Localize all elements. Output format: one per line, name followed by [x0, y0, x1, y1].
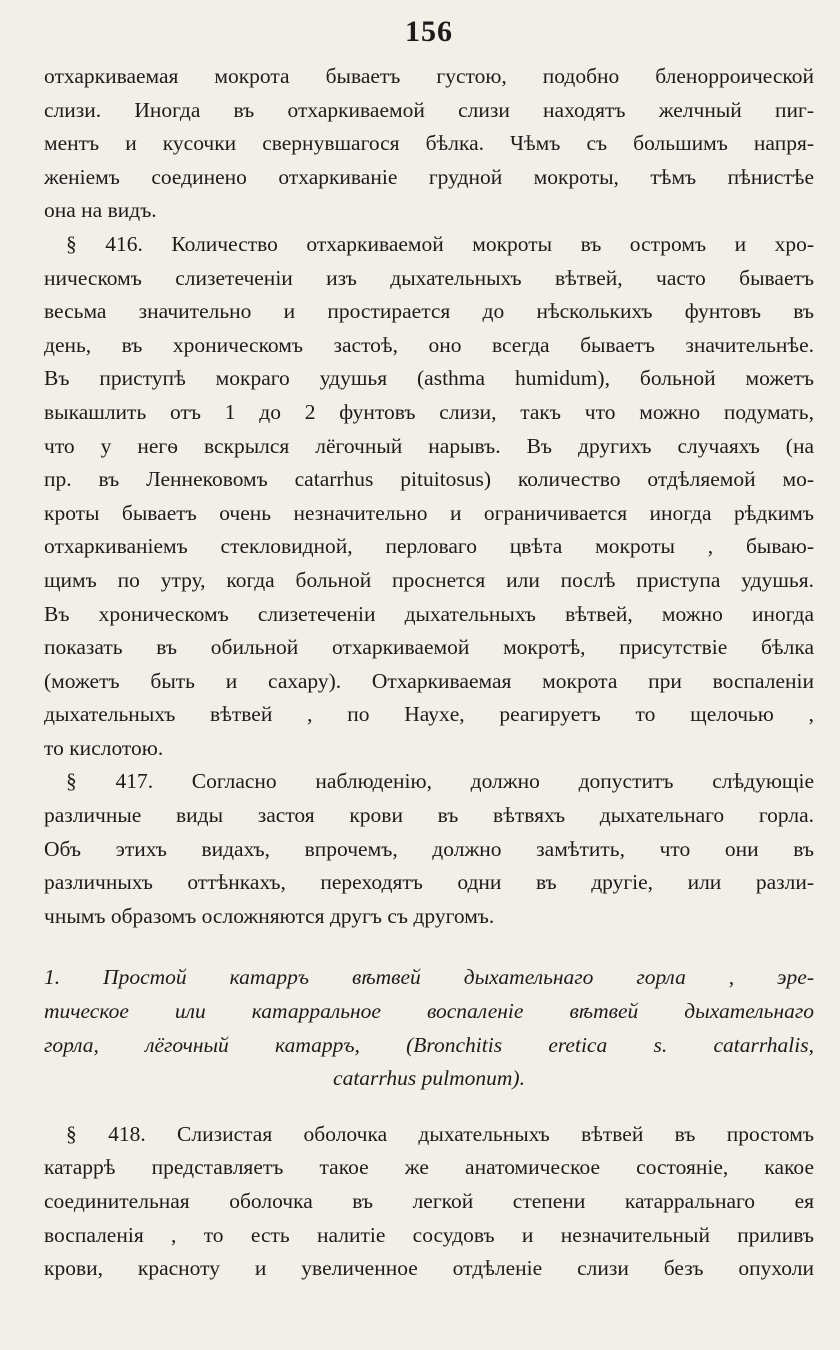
text-line: день, въ хроническомъ застоѣ, оно всегда бываетъ значительнѣе.	[44, 332, 814, 357]
heading-line: 1. Простой катарръ вѣтвей дыхательнаго горла , эре-	[44, 965, 814, 990]
text-line: пр. въ Леннековомъ catarrhus pituitosus) количество отдѣляемой мо-	[44, 467, 814, 492]
text-line: отхаркиваемая мокрота бываетъ густою, подобно бленорроической	[44, 64, 814, 88]
text-line: кроты бываетъ очень незначительно и ограничивается иногда рѣдкимъ	[44, 500, 814, 525]
heading-line: тическое или катарральное воспаленіе вѣтвей дыхательнаго	[44, 999, 814, 1024]
text-line: § 416. Количество отхаркиваемой мокроты въ остромъ и хро-	[66, 231, 814, 256]
page-number: 156	[405, 15, 453, 48]
paragraph-417	[44, 765, 814, 933]
text-line: отхаркиваніемъ стекловидной, перловаго цвѣта мокроты , бываю-	[44, 534, 814, 559]
text-line: § 417. Согласно наблюденію, должно допуститъ слѣдующіе	[66, 769, 814, 794]
text-line: ническомъ слизетеченіи изъ дыхательныхъ вѣтвей, часто бываетъ	[44, 265, 814, 290]
text-line: она на видъ.	[44, 198, 157, 223]
paragraph-continuation	[44, 60, 814, 228]
text-line: катаррѣ представляетъ такое же анатомическое состояніе, какое	[44, 1155, 814, 1180]
text-line: то кислотою.	[44, 735, 164, 760]
paragraph-418	[44, 1118, 814, 1286]
text-line: Въ хроническомъ слизетеченіи дыхательныхъ вѣтвей, можно иногда	[44, 601, 814, 626]
text-line: выкашлить отъ 1 до 2 фунтовъ слизи, такъ что можно подумать,	[44, 399, 814, 424]
text-line: (можетъ быть и сахару). Отхаркиваемая мокрота при воспаленіи	[44, 668, 814, 693]
text-line: чнымъ образомъ осложняются другъ съ другомъ.	[44, 903, 495, 928]
heading-line: catarrhus pulmonum).	[333, 1066, 525, 1091]
text-line: Объ этихъ видахъ, впрочемъ, должно замѣтить, что они въ	[44, 836, 814, 861]
text-line: воспаленія , то есть налитіе сосудовъ и незначительный приливъ	[44, 1222, 814, 1247]
text-line: различные виды застоя крови въ вѣтвяхъ дыхательнаго горла.	[44, 803, 814, 828]
paragraph-416	[44, 228, 814, 766]
spacer	[44, 933, 814, 953]
text-line: крови, красноту и увеличенное отдѣленіе слизи безъ опухоли	[44, 1256, 814, 1281]
text-line: показать въ обильной отхаркиваемой мокротѣ, присутствіе бѣлка	[44, 635, 814, 660]
text-line: женіемъ соединено отхаркиваніе грудной мокроты, тѣмъ пѣнистѣе	[44, 164, 814, 189]
text-line: различныхъ оттѣнкахъ, переходятъ одни въ другіе, или разли-	[44, 870, 814, 895]
text-line: § 418. Слизистая оболочка дыхательныхъ вѣтвей въ простомъ	[66, 1121, 814, 1146]
heading-line: горла, лёгочный катарръ, (Bronchitis eretica s. catarrhalis,	[44, 1032, 814, 1057]
text-line: ментъ и кусочки свернувшагося бѣлка. Чѣмъ съ большимъ напря-	[44, 131, 814, 156]
text-line: слизи. Иногда въ отхаркиваемой слизи находятъ желчный пиг-	[44, 97, 814, 122]
section-heading	[44, 961, 814, 1095]
text-line: весьма значительно и простирается до нѣсколькихъ фунтовъ въ	[44, 299, 814, 324]
text-line: что у негѳ вскрылся лёгочный нарывъ. Въ другихъ случаяхъ (на	[44, 433, 814, 458]
text-line: соединительная оболочка въ легкой степени катарральнаго ея	[44, 1189, 814, 1213]
text-line: дыхательныхъ вѣтвей , по Науxе, реагируетъ то щелочью ,	[44, 702, 814, 727]
text-line: щимъ по утру, когда больной проснется или послѣ приступа удушья.	[44, 567, 814, 592]
text-line: Въ приступѣ мокраго удушья (asthma humidum), больной можетъ	[44, 366, 814, 391]
